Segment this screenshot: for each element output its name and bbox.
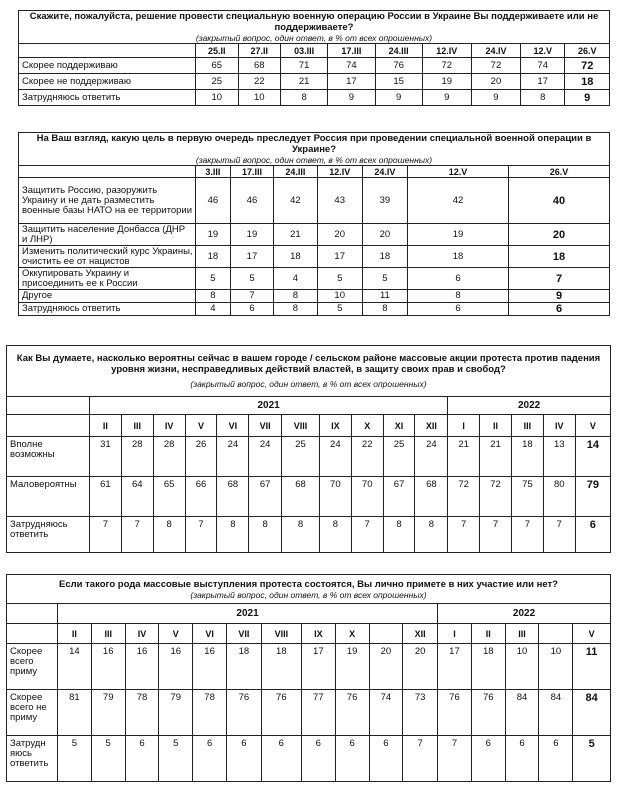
column-header: X [351, 415, 383, 437]
column-header: III [511, 415, 543, 437]
table-title: Скажите, пожалуйста, решение провести специальную военную операцию России в Украине Вы поддерживаете или не поддерживаете? (закрытый вопрос, один ответ, в % от всех опрошенных) [19, 11, 610, 44]
column-header: IV [153, 415, 185, 437]
column-header: VIII [282, 415, 320, 437]
column-header: VIII [261, 624, 301, 644]
column-header: 26.V [565, 44, 610, 58]
column-header: V [159, 624, 193, 644]
column-header: II [58, 624, 92, 644]
goals-table [18, 132, 610, 316]
column-header: III [91, 624, 125, 644]
table-title: Если такого рода массовые выступления протеста состоятся, Вы лично примете в них участие или нет? (закрытый вопрос, один ответ, в % от всех опрошенных) [7, 575, 611, 604]
column-header: VII [226, 624, 261, 644]
table-row: Оккупировать Украину и присоединить ее к России 5 5 4 5 5 6 7 [19, 268, 610, 290]
column-header: 24.III [375, 44, 422, 58]
table-row: Скорее всего приму 14 16 16 16 16 18 18 17 19 20 20 17 18 10 10 11 [7, 644, 611, 690]
table-row: Скорее поддерживаю 65 68 71 74 76 72 72 74 72 [19, 58, 610, 74]
column-header: 12.V [521, 44, 565, 58]
table-row: Вполне возможны 31 28 28 26 24 24 25 24 22 25 24 21 21 18 13 14 [7, 437, 611, 477]
protest-likelihood-table [6, 345, 611, 553]
table-row: Затрудняюсь ответить 10 10 8 9 9 9 9 8 9 [19, 90, 610, 106]
column-header: I [438, 624, 472, 644]
year-header: 2021 [58, 604, 438, 624]
column-header: 12.V [408, 166, 509, 178]
year-header: 2021 [90, 397, 448, 415]
table-row: Маловероятны 61 64 65 66 68 67 68 70 70 67 68 72 72 75 80 79 [7, 477, 611, 517]
column-header: 12.IV [317, 166, 362, 178]
column-header: IV [543, 415, 575, 437]
column-header: XI [383, 415, 415, 437]
column-header: III [505, 624, 539, 644]
column-header: 17.III [230, 166, 273, 178]
table-row: Защитить население Донбасса (ДНР и ЛНР) 19 19 21 20 20 19 20 [19, 224, 610, 246]
table-row: Затрудн яюсь ответить 5 5 6 5 6 6 6 6 6 6 7 7 6 6 6 5 [7, 736, 611, 782]
column-header: 25.II [196, 44, 239, 58]
column-header: II [480, 415, 512, 437]
column-header: 27.II [238, 44, 281, 58]
column-header: 24.IV [471, 44, 520, 58]
column-header: X [335, 624, 369, 644]
table-row: Скорее не поддерживаю 25 22 21 17 15 19 20 17 18 [19, 74, 610, 90]
year-header: 2022 [448, 397, 611, 415]
column-header: II [471, 624, 505, 644]
column-header: XII [415, 415, 448, 437]
column-header: 17.III [328, 44, 375, 58]
column-header: VI [217, 415, 249, 437]
column-header: 03.III [281, 44, 328, 58]
table-row: Изменить политический курс Украины, очистить ее от нацистов 18 17 18 17 18 18 18 [19, 246, 610, 268]
column-header: III [121, 415, 153, 437]
column-header: VI [193, 624, 227, 644]
table-title: На Ваш взгляд, какую цель в первую очередь преследует Россия при проведении специальной военной операции в Украине? (закрытый вопрос, один ответ, в % от всех опрошенных) [19, 133, 610, 166]
column-header: V [185, 415, 217, 437]
column-header: V [573, 624, 611, 644]
column-header: 3.III [196, 166, 231, 178]
table-row: Другое 8 7 8 10 11 8 9 [19, 290, 610, 303]
column-header: II [90, 415, 122, 437]
column-header: 12.IV [422, 44, 471, 58]
column-header: VII [249, 415, 282, 437]
column-header: IX [301, 624, 335, 644]
column-header: 24.III [274, 166, 317, 178]
column-header: IV [125, 624, 159, 644]
protest-participation-table [6, 574, 611, 782]
column-header: XII [403, 624, 438, 644]
table-title: Как Вы думаете, насколько вероятны сейчас в вашем городе / сельском районе массовые акции протеста против падения уровня жизни, несправедливых действий властей, в защиту своих прав и свобод? (закрытый вопрос, один ответ, в % от всех опрошенных) [7, 346, 611, 397]
column-header: V [575, 415, 610, 437]
table-row: Скорее всего не приму 81 79 78 79 78 76 76 77 76 74 73 76 76 84 84 84 [7, 690, 611, 736]
year-header: 2022 [438, 604, 611, 624]
column-header: 24.IV [362, 166, 407, 178]
table-row: Защитить Россию, разоружить Украину и не дать разместить военные базы НАТО на ее территории 46 46 42 43 39 42 40 [19, 178, 610, 224]
table-row: Затрудняюсь ответить 7 7 8 7 8 8 8 8 7 8 8 7 7 7 7 6 [7, 517, 611, 553]
column-header: I [448, 415, 480, 437]
column-header: 26.V [509, 166, 610, 178]
table-row: Затрудняюсь ответить 4 6 8 5 8 6 6 [19, 303, 610, 316]
column-header: IX [319, 415, 351, 437]
support-table [18, 10, 610, 106]
